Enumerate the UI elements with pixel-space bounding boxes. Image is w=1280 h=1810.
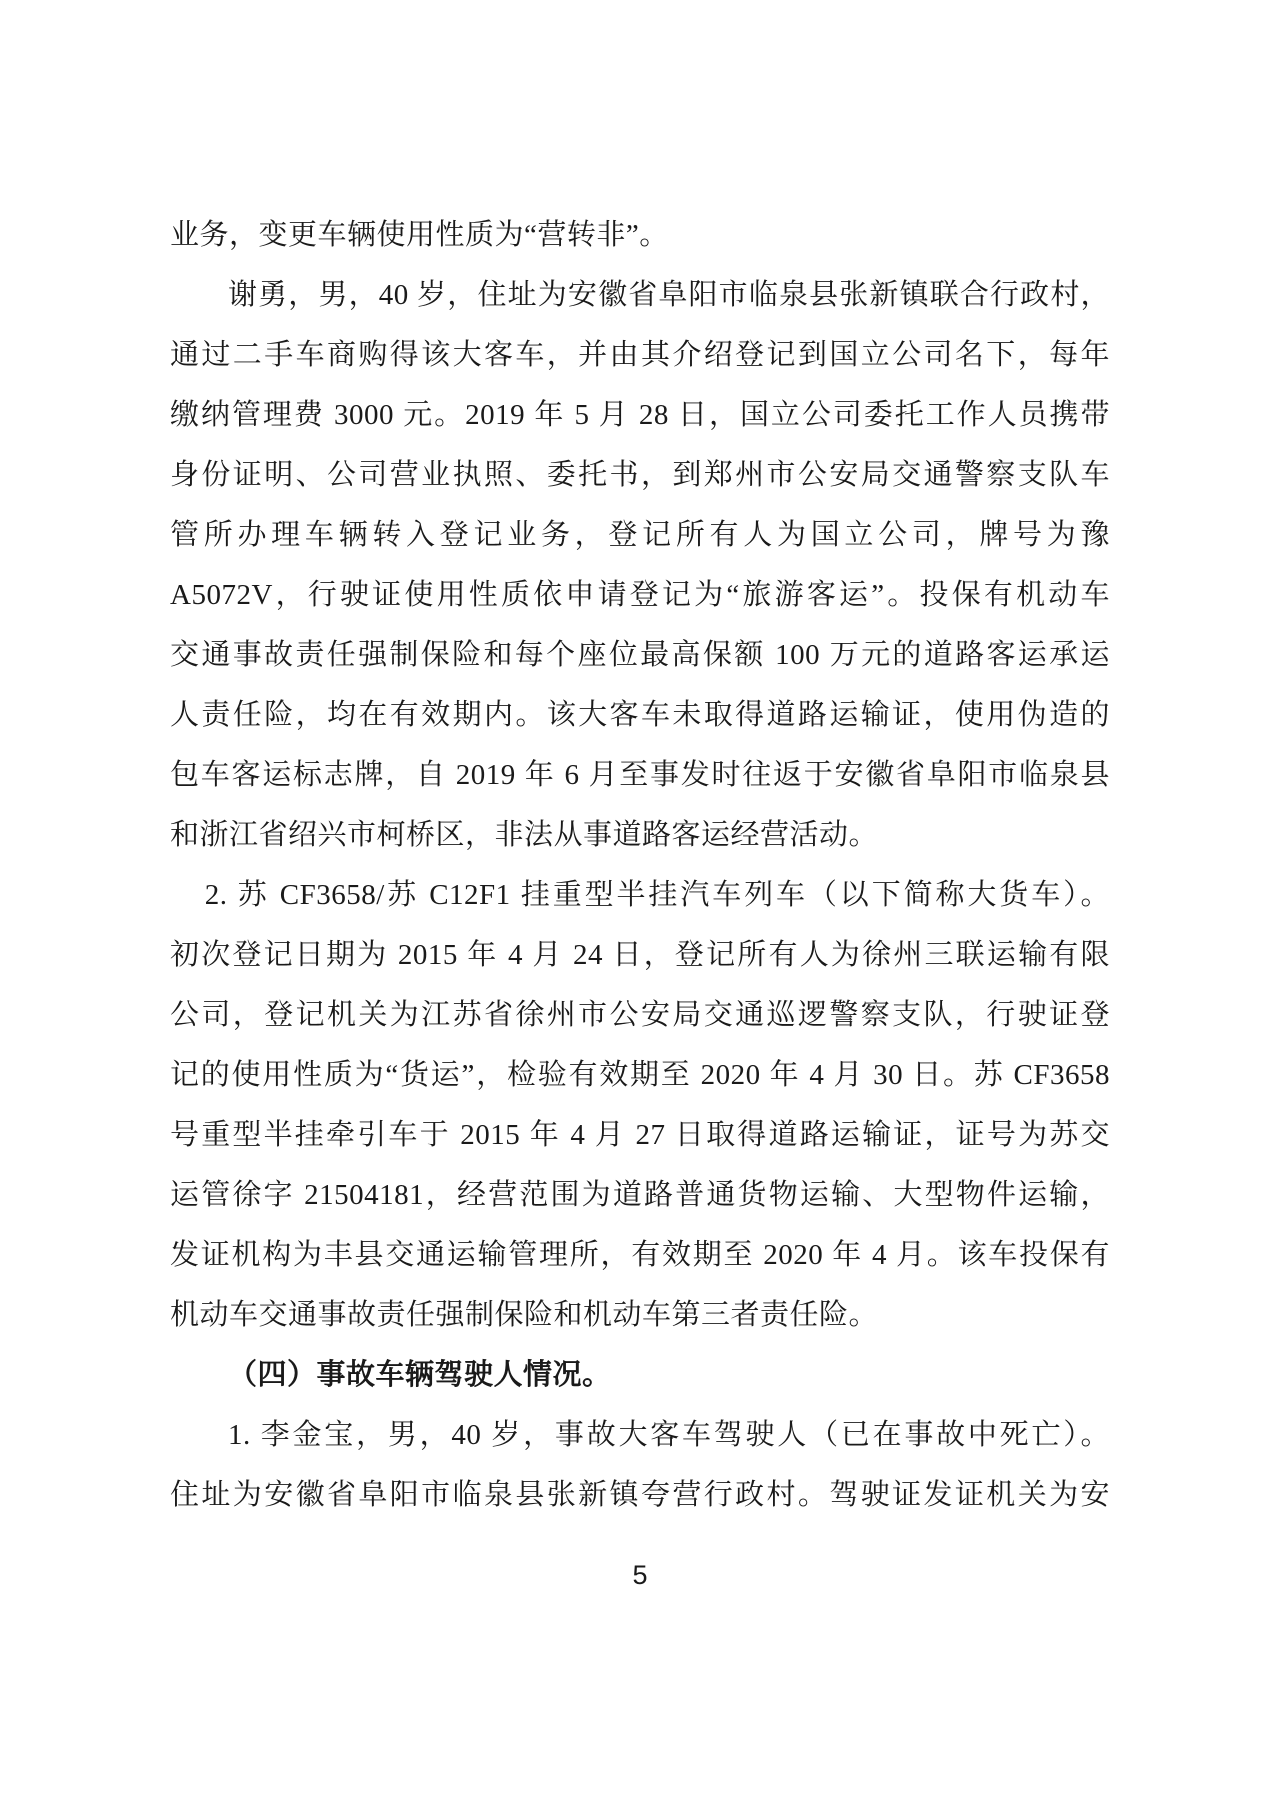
paragraph xyxy=(170,265,1110,865)
text-line: 2. 苏 CF3658/苏 C12F1 挂重型半挂汽车列车（以下简称大货车）。 xyxy=(204,879,1110,911)
text-line: 和浙江省绍兴市柯桥区，非法从事道路客运经营活动。 xyxy=(170,819,879,851)
text-line: 业务，变更车辆使用性质为“营转非”。 xyxy=(170,219,669,251)
text-line: 住址为安徽省阜阳市临泉县张新镇夸营行政村。驾驶证发证机关为安 xyxy=(170,1479,1110,1511)
text-line: 通过二手车商购得该大客车，并由其介绍登记到国立公司名下，每年 xyxy=(170,339,1110,371)
text-line: 记的使用性质为“货运”，检验有效期至 2020 年 4 月 30 日。苏 CF3658 xyxy=(170,1059,1110,1091)
text-line: 初次登记日期为 2015 年 4 月 24 日，登记所有人为徐州三联运输有限 xyxy=(170,939,1110,971)
text-line: 谢勇，男，40 岁，住址为安徽省阜阳市临泉县张新镇联合行政村， xyxy=(228,279,1110,311)
paragraph xyxy=(170,1405,1110,1525)
section-heading: （四）事故车辆驾驶人情况。 xyxy=(228,1359,612,1391)
text-line: 缴纳管理费 3000 元。2019 年 5 月 28 日，国立公司委托工作人员携带 xyxy=(170,399,1110,431)
page-number: 5 xyxy=(632,1560,648,1590)
text-line: 包车客运标志牌，自 2019 年 6 月至事发时往返于安徽省阜阳市临泉县 xyxy=(170,759,1110,791)
document-body xyxy=(170,205,1110,1525)
text-line: 管所办理车辆转入登记业务，登记所有人为国立公司，牌号为豫 xyxy=(170,519,1110,551)
text-line: 身份证明、公司营业执照、委托书，到郑州市公安局交通警察支队车 xyxy=(170,459,1110,491)
text-line: 公司，登记机关为江苏省徐州市公安局交通巡逻警察支队，行驶证登 xyxy=(170,999,1110,1031)
text-line: 1. 李金宝，男，40 岁，事故大客车驾驶人（已在事故中死亡）。 xyxy=(228,1419,1110,1451)
text-line: A5072V，行驶证使用性质依申请登记为“旅游客运”。投保有机动车 xyxy=(170,579,1110,611)
text-line: 运管徐字 21504181，经营范围为道路普通货物运输、大型物件运输， xyxy=(170,1179,1110,1211)
text-line: 号重型半挂牵引车于 2015 年 4 月 27 日取得道路运输证，证号为苏交 xyxy=(170,1119,1110,1151)
text-line: 人责任险，均在有效期内。该大客车未取得道路运输证，使用伪造的 xyxy=(170,699,1110,731)
text-line: 交通事故责任强制保险和每个座位最高保额 100 万元的道路客运承运 xyxy=(170,639,1110,671)
paragraph xyxy=(170,1345,1110,1405)
paragraph xyxy=(170,205,1110,265)
text-line: 发证机构为丰县交通运输管理所，有效期至 2020 年 4 月。该车投保有 xyxy=(170,1239,1110,1271)
paragraph xyxy=(170,865,1110,1345)
text-line: 机动车交通事故责任强制保险和机动车第三者责任险。 xyxy=(170,1299,879,1331)
